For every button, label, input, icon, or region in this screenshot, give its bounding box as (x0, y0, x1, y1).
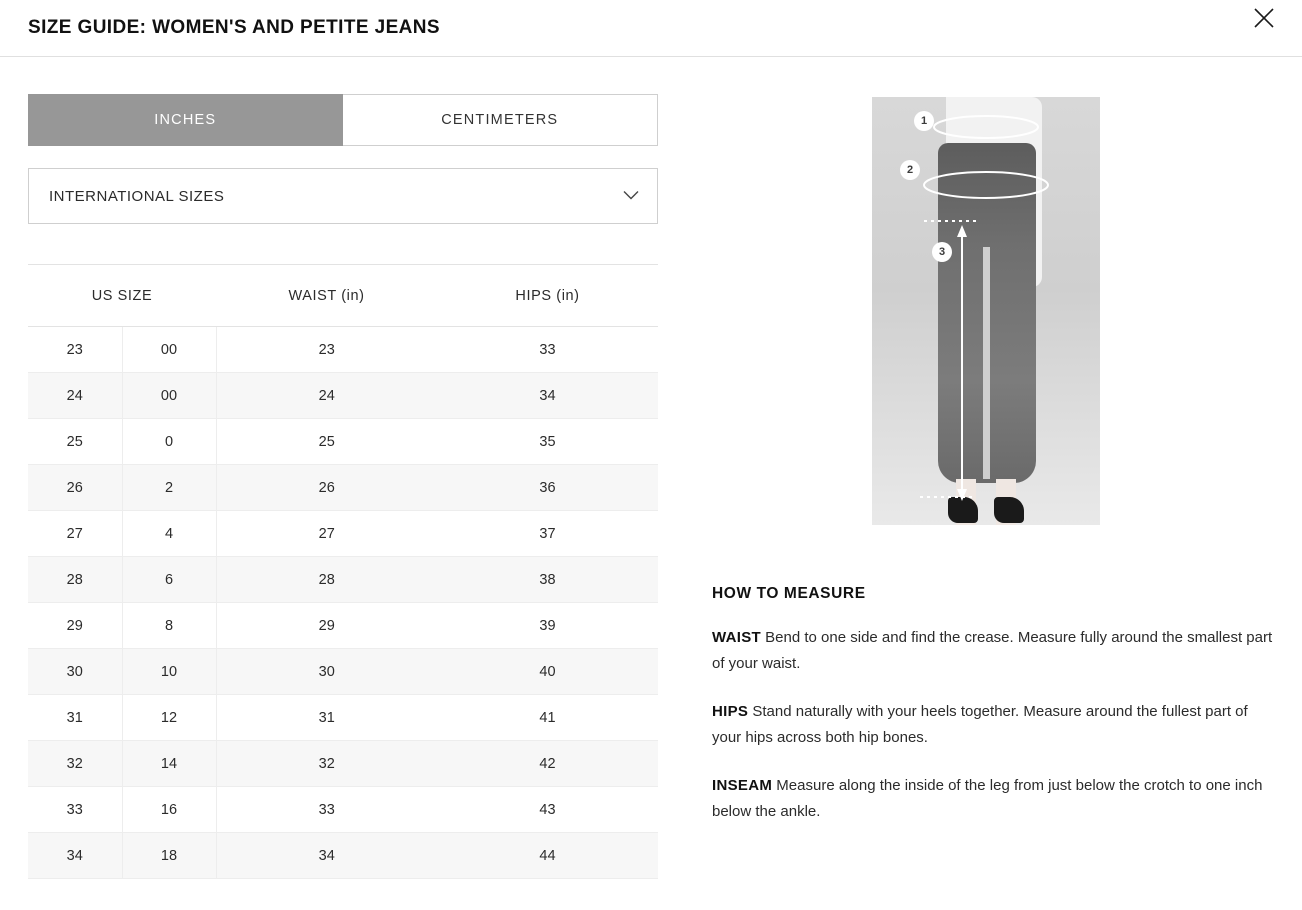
table-row (28, 373, 658, 419)
cell-waist: 26 (216, 465, 437, 511)
size-table-header (28, 265, 658, 327)
cell-us-size-b: 18 (122, 833, 216, 879)
cell-waist: 25 (216, 419, 437, 465)
column-header-waist: WAIST (in) (216, 265, 437, 327)
cell-hips: 40 (437, 649, 658, 695)
marker-hips: 2 (900, 160, 920, 180)
text-hips: Stand naturally with your heels together. Measure around the fullest part of your hips across both hip bones. (712, 703, 1248, 746)
table-row (28, 695, 658, 741)
size-table-body (28, 327, 658, 879)
how-to-measure-hips (712, 699, 1274, 751)
chevron-down-icon (623, 188, 639, 205)
table-row (28, 649, 658, 695)
close-glyph (1253, 7, 1275, 29)
cell-hips: 36 (437, 465, 658, 511)
cell-us-size-a: 32 (28, 741, 122, 787)
table-row (28, 327, 658, 373)
modal-body (0, 57, 1302, 879)
cell-waist: 34 (216, 833, 437, 879)
cell-hips: 38 (437, 557, 658, 603)
table-header-row (28, 265, 658, 327)
cell-us-size-b: 10 (122, 649, 216, 695)
cell-waist: 29 (216, 603, 437, 649)
cell-hips: 44 (437, 833, 658, 879)
cell-us-size-a: 34 (28, 833, 122, 879)
cell-waist: 33 (216, 787, 437, 833)
table-row (28, 511, 658, 557)
table-row (28, 465, 658, 511)
cell-us-size-a: 26 (28, 465, 122, 511)
how-to-measure-inseam (712, 773, 1274, 825)
table-row (28, 603, 658, 649)
term-hips: HIPS (712, 703, 749, 720)
cell-us-size-a: 28 (28, 557, 122, 603)
cell-waist: 23 (216, 327, 437, 373)
how-to-measure-waist (712, 625, 1274, 677)
cell-us-size-a: 33 (28, 787, 122, 833)
cell-us-size-a: 23 (28, 327, 122, 373)
term-waist: WAIST (712, 629, 761, 646)
cell-us-size-b: 0 (122, 419, 216, 465)
cell-us-size-a: 29 (28, 603, 122, 649)
cell-us-size-b: 14 (122, 741, 216, 787)
cell-waist: 30 (216, 649, 437, 695)
cell-us-size-b: 6 (122, 557, 216, 603)
cell-hips: 33 (437, 327, 658, 373)
cell-hips: 35 (437, 419, 658, 465)
cell-us-size-a: 30 (28, 649, 122, 695)
unit-toggle (28, 94, 658, 146)
cell-hips: 41 (437, 695, 658, 741)
cell-hips: 39 (437, 603, 658, 649)
cell-us-size-b: 12 (122, 695, 216, 741)
cell-hips: 42 (437, 741, 658, 787)
table-row (28, 557, 658, 603)
size-system-value: INTERNATIONAL SIZES (49, 187, 225, 205)
cell-hips: 37 (437, 511, 658, 557)
cell-us-size-b: 16 (122, 787, 216, 833)
cell-us-size-b: 2 (122, 465, 216, 511)
cell-us-size-b: 00 (122, 373, 216, 419)
cell-us-size-a: 31 (28, 695, 122, 741)
measure-column (690, 57, 1302, 879)
cell-waist: 24 (216, 373, 437, 419)
cell-us-size-b: 00 (122, 327, 216, 373)
size-system-select[interactable] (28, 168, 658, 224)
column-header-hips: HIPS (in) (437, 265, 658, 327)
modal-header (0, 0, 1302, 57)
text-inseam: Measure along the inside of the leg from just below the crotch to one inch below the ankle. (712, 777, 1263, 820)
table-row (28, 833, 658, 879)
page-title: SIZE GUIDE: WOMEN'S AND PETITE JEANS (28, 17, 440, 38)
cell-us-size-b: 4 (122, 511, 216, 557)
cell-waist: 27 (216, 511, 437, 557)
how-to-measure-title: HOW TO MEASURE (712, 585, 866, 602)
tab-inches[interactable]: INCHES (28, 94, 343, 146)
cell-waist: 28 (216, 557, 437, 603)
measurement-diagram (872, 97, 1100, 525)
table-row (28, 419, 658, 465)
cell-us-size-b: 8 (122, 603, 216, 649)
close-icon[interactable] (1246, 0, 1282, 36)
column-header-us-size: US SIZE (28, 265, 216, 327)
cell-waist: 32 (216, 741, 437, 787)
term-inseam: INSEAM (712, 777, 773, 794)
cell-hips: 43 (437, 787, 658, 833)
cell-waist: 31 (216, 695, 437, 741)
table-row (28, 787, 658, 833)
text-waist: Bend to one side and find the crease. Measure fully around the smallest part of your waist. (712, 629, 1273, 672)
marker-inseam: 3 (932, 242, 952, 262)
tab-centimeters[interactable]: CENTIMETERS (343, 95, 658, 145)
size-table (28, 264, 658, 879)
cell-hips: 34 (437, 373, 658, 419)
size-chart-column (0, 57, 690, 879)
marker-waist: 1 (914, 111, 934, 131)
table-row (28, 741, 658, 787)
cell-us-size-a: 24 (28, 373, 122, 419)
cell-us-size-a: 27 (28, 511, 122, 557)
cell-us-size-a: 25 (28, 419, 122, 465)
